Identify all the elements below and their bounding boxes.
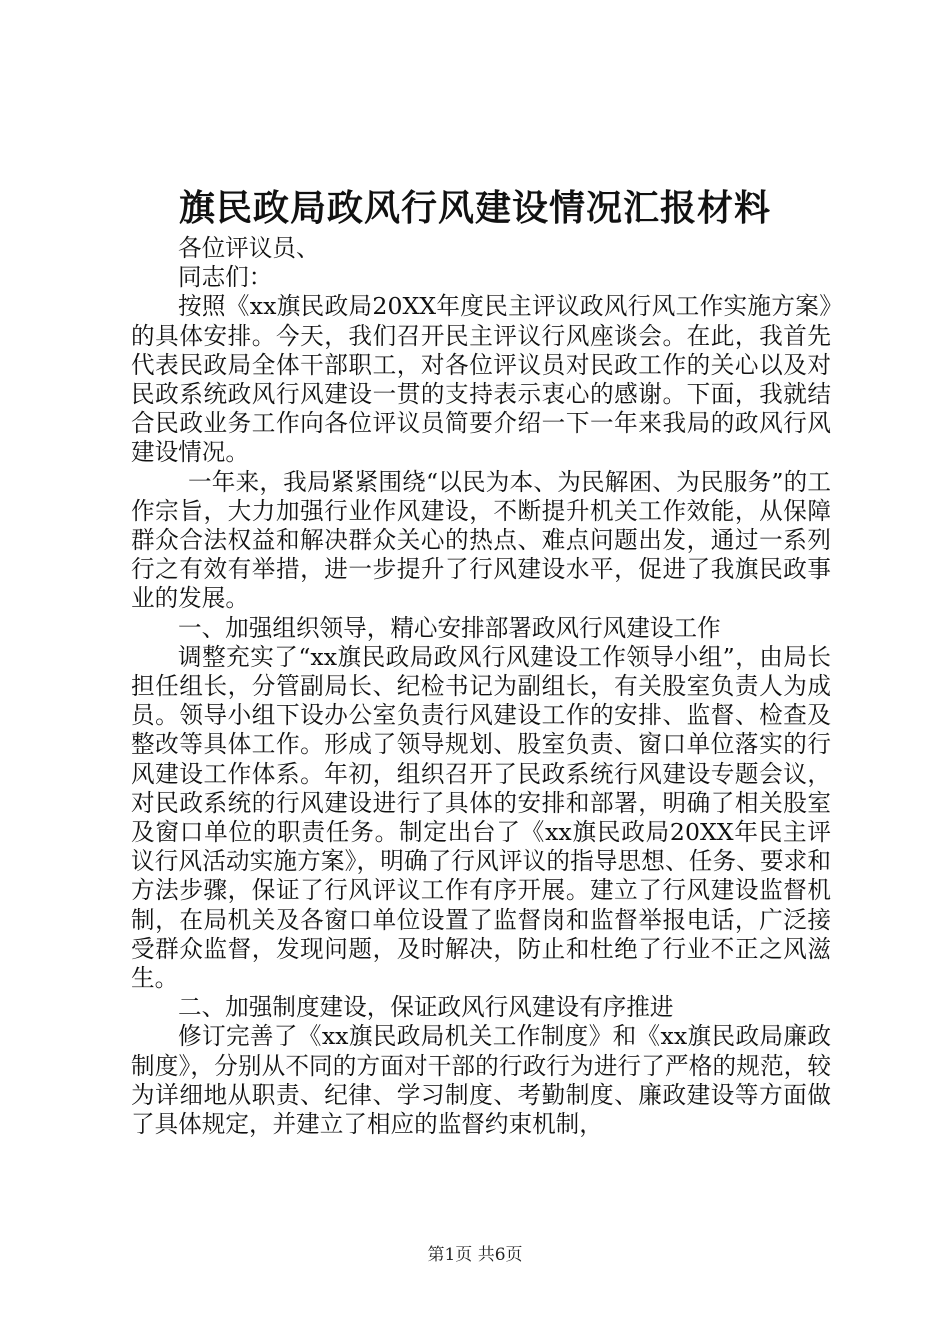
body-paragraph: 调整充实了“xx旗民政局政风行风建设工作领导小组”，由局长担任组长，分管副局长、纪检书记为副组长，有关股室负责人为成员。领导小组下设办公室负责行风建设工作的安排、监督、检查及整改等具体工作。形成了领导规划、股室负责、窗口单位落实的行风建设工作体系。年初，组织召开了民政系统行风建设专题会议，对民政系统的行风建设进行了具体的安排和部署，明确了相关股室及窗口单位的职责任务。制定出台了《xx旗民政局20XX年民主评议行风活动实施方案》，明确了行风评议的指导思想、任务、要求和方法步骤，保证了行风评议工作有序开展。建立了行风建设监督机制，在局机关及各窗口单位设置了监督岗和监督举报电话，广泛接受群众监督，发现问题，及时解决，防止和杜绝了行业不正之风滋生。 [131, 642, 831, 993]
salutation-line-2: 同志们： [178, 263, 273, 292]
document-title: 旗民政局政风行风建设情况汇报材料 [178, 187, 771, 229]
body-paragraph: 按照《xx旗民政局20XX年度民主评议政风行风工作实施方案》的具体安排。今天，我们召开民主评议行风座谈会。在此，我首先代表民政局全体干部职工，对各位评议员对民政工作的关心以及对民政系统政风行风建设一贯的支持表示衷心的感谢。下面，我就结合民政业务工作向各位评议员简要介绍一下一年来我局的政风行风建设情况。 [131, 292, 831, 467]
body-paragraph: 修订完善了《xx旗民政局机关工作制度》和《xx旗民政局廉政制度》，分别从不同的方面对干部的行政行为进行了严格的规范，较为详细地从职责、纪律、学习制度、考勤制度、廉政建设等方面做了具体规定，并建立了相应的监督约束机制， [131, 1022, 831, 1139]
section-heading-2: 二、加强制度建设，保证政风行风建设有序推进 [178, 993, 674, 1022]
document-body [131, 234, 831, 1139]
body-paragraph: 一年来，我局紧紧围绕“以民为本、为民解困、为民服务”的工作宗旨，大力加强行业作风建设，不断提升机关工作效能，从保障群众合法权益和解决群众关心的热点、难点问题出发，通过一系列行之有效有举措，进一步提升了行风建设水平，促进了我旗民政事业的发展。 [131, 467, 831, 613]
section-heading-1: 一、加强组织领导，精心安排部署政风行风建设工作 [178, 613, 721, 642]
page-number-footer: 第1页 共6页 [427, 1245, 523, 1265]
salutation-line-1: 各位评议员、 [178, 234, 320, 262]
